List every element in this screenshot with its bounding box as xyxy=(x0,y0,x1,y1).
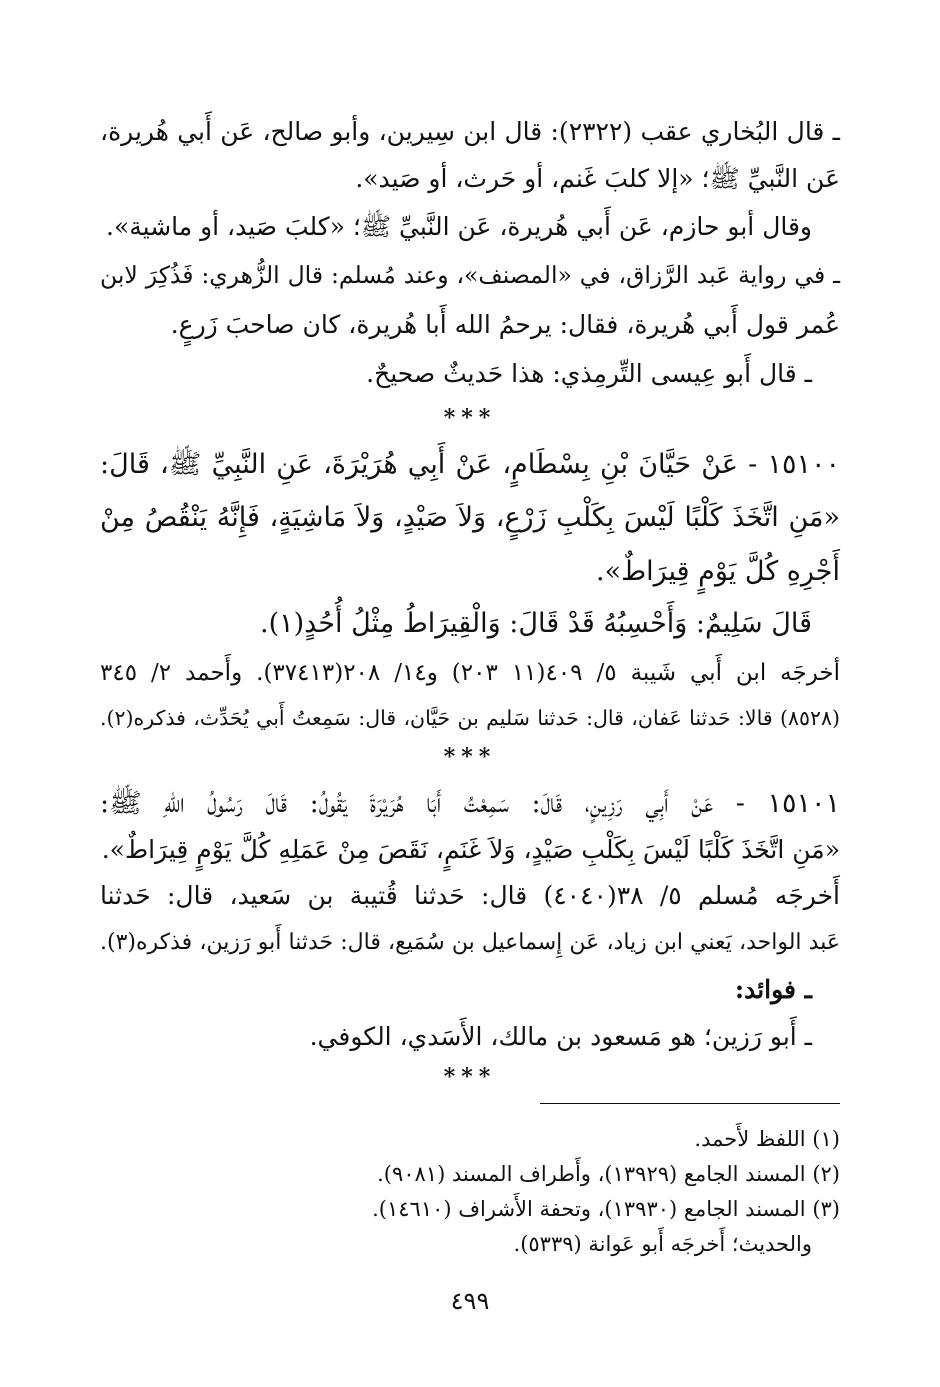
footnote: (٢) المسند الجامع (١٣٩٢٩)، وأَطراف المسند (٩٠٨١). xyxy=(377,1162,840,1186)
takhrij-line: أَخرجَه مُسلم ٥/ ٣٨(٤٠٤٠) قال: حَدثنا قُتيبة بن سَعيد، قال: حَدثنا xyxy=(100,881,840,910)
section-separator: *** xyxy=(443,744,497,770)
takhrij-line: أخرجَه ابن أَبي شَيبة ٥/ ٤٠٩(١١ ٢٠٣) و١٤/ ٢٠٨(٣٧٤١٣). وأَحمد ٢/ ٣٤٥ xyxy=(100,660,841,686)
takhrij-line: (٨٥٢٨) قالا: حَدثنا عَفان، قال: حَدثنا سَليم بن حَيَّان، قال: سَمِعتُ أَبي يُحَدِّث، فذكره(٢). xyxy=(100,706,840,730)
footnote: (٣) المسند الجامع (١٣٩٣٠)، وتحفة الأَشراف (١٤٦١٠). xyxy=(372,1197,840,1221)
takhrij-line: عَبد الواحد، يَعني ابن زياد، عَن إِسماعيل بن سُمَيع، قال: حَدثنا أَبو رَزين، فذكره(٣). xyxy=(100,930,840,955)
text-line: عُمر قول أَبي هُريرة، فقال: يرحمُ الله أَبا هُريرة، كان صاحبَ زَرعٍ. xyxy=(170,310,840,339)
text-line: عَن النَّبيِّ ﷺ؛ «إلا كلبَ غَنم، أو حَرث، أو صَيد». xyxy=(355,164,840,193)
text-line: ـ قال البُخاري عقب (٢٣٢٢): قال ابن سِيرين، وأبو صالح، عَن أَبي هُريرة، xyxy=(100,117,841,146)
benefits-label: ـ فوائد: xyxy=(734,975,812,1004)
text-line: ـ في رواية عَبد الرَّزاق، في «المصنف»، وعند مُسلم: قال الزُّهري: فَذُكِرَ لابن xyxy=(100,261,840,289)
hadith-text: «مَنِ اتَّخَذَ كَلْبًا لَيْسَ بِكَلْبِ صَيْدٍ، وَلاَ غَنَمٍ، نَقَصَ مِنْ عَمَلِهِ كُلَّ يَوْمٍ قِيرَاطٌ». xyxy=(101,835,840,864)
benefits-heading xyxy=(100,970,840,1010)
section-separator: *** xyxy=(443,405,497,431)
text-line: ـ قال أَبو عِيسى التِّرمِذي: هذا حَديثٌ صحيحٌ. xyxy=(366,359,812,388)
hadith-text: قَالَ سَلِيمٌ: وَأَحْسِبُهُ قَدْ قَالَ: وَالْقِيرَاطُ مِثْلُ أُحُدٍ(١). xyxy=(259,608,812,639)
hadith-heading: ١٥١٠١ - عَنْ أَبِي رَزِينٍ، قَالَ: سَمِعْتُ أَبَا هُرَيْرَةَ يَقُولُ: قَالَ رَسُولُ اللهِ ﷺ: xyxy=(100,788,840,819)
footnote: والحديث؛ أَخرجَه أَبو عَوانة (٥٣٣٩). xyxy=(513,1232,812,1256)
text-line: وقال أبو حازم، عَن أَبي هُريرة، عَن النَّبيِّ ﷺ؛ «كلبَ صَيد، أو ماشية». xyxy=(106,212,812,241)
footnote-divider xyxy=(540,1103,840,1104)
hadith-heading: ١٥١٠٠ - عَنْ حَيَّانَ بْنِ بِسْطَامٍ، عَنْ أَبِي هُرَيْرَةَ، عَنِ النَّبِيِّ ﷺ، قَالَ: xyxy=(100,449,840,480)
section-separator: *** xyxy=(443,1064,497,1090)
page-number: ٤٩٩ xyxy=(450,1287,490,1315)
hadith-text: أَجْرِهِ كُلَّ يَوْمٍ قِيرَاطٌ». xyxy=(596,556,840,587)
hadith-text: «مَنِ اتَّخَذَ كَلْبًا لَيْسَ بِكَلْبِ زَرْعٍ، وَلاَ صَيْدٍ، وَلاَ مَاشِيَةٍ، فَإِنَّهُ يَنْقُصُ مِنْ xyxy=(100,502,840,533)
text-line: ـ أَبو رَزين؛ هو مَسعود بن مالك، الأَسَدي، الكوفي. xyxy=(309,1022,812,1051)
footnote: (١) اللفظ لأَحمد. xyxy=(694,1127,840,1151)
